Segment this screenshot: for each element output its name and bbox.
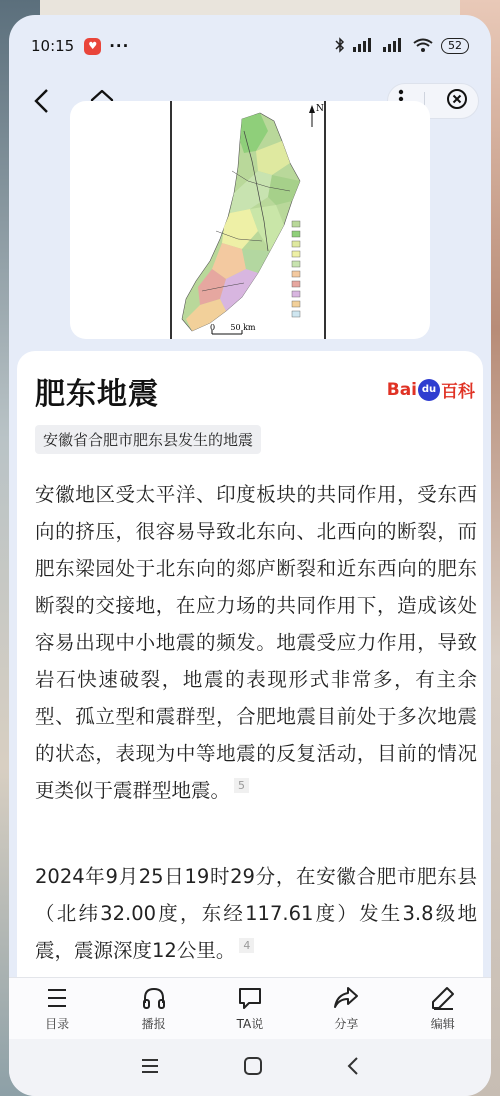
- toolbar-item-share[interactable]: [311, 985, 381, 1032]
- toolbar-item-broadcast[interactable]: [119, 985, 189, 1032]
- toolbar-item-ta-says[interactable]: [215, 985, 285, 1032]
- close-button[interactable]: [446, 88, 468, 114]
- baidu-baike-logo[interactable]: [387, 377, 475, 402]
- toolbar-item-catalog[interactable]: [22, 985, 92, 1032]
- signal-icon-2: [383, 38, 405, 55]
- app-notification-icon: ♥: [84, 38, 101, 55]
- toolbar-label-edit: 编辑: [430, 1017, 455, 1031]
- map-frame: [170, 101, 326, 339]
- map-north-label: N: [316, 104, 324, 114]
- bluetooth-icon: [335, 37, 345, 56]
- list-icon: [44, 985, 70, 1011]
- article-paragraph-1: [35, 476, 477, 809]
- phone-screen: [9, 15, 491, 1096]
- chat-bubble-icon: [237, 985, 263, 1011]
- status-bar: [9, 15, 491, 77]
- wifi-icon: [413, 38, 433, 55]
- pencil-icon: [430, 985, 456, 1011]
- reference-badge-2[interactable]: 4: [239, 938, 254, 953]
- baidu-paw-icon: du: [418, 379, 440, 401]
- close-circle-icon: [446, 88, 468, 110]
- system-menu-button[interactable]: [140, 1057, 160, 1079]
- logo-text-baike: 百科: [441, 382, 475, 402]
- geologic-map-illustration: [172, 101, 328, 339]
- bottom-toolbar: [9, 977, 491, 1039]
- signal-icon: [353, 38, 375, 55]
- share-icon: [333, 985, 359, 1011]
- reference-badge-1[interactable]: 5: [234, 778, 249, 793]
- article-subtitle: 安徽省合肥市肥东县发生的地震: [35, 425, 261, 454]
- map-scale-label: 0 50 km: [210, 323, 256, 332]
- article-card: [17, 351, 483, 991]
- status-more-dots: ···: [109, 37, 130, 55]
- map-image[interactable]: [70, 101, 430, 339]
- paragraph-2-text: 2024年9月25日19时29分，在安徽合肥市肥东县（北纬32.00度，东经117.61度）发生3.8级地震，震源深度12公里。: [35, 865, 477, 962]
- menu-icon: [140, 1057, 160, 1075]
- article-title: 肥东地震: [35, 377, 159, 412]
- status-indicators: [335, 37, 469, 56]
- toolbar-label-share: 分享: [334, 1017, 359, 1031]
- toolbar-label-ta-says: TA说: [236, 1017, 264, 1031]
- paragraph-1-text: 安徽地区受太平洋、印度板块的共同作用，受东西向的挤压，很容易导致北东向、北西向的断裂，而肥东梁园处于北东向的郯庐断裂和近东西向的肥东断裂的交接地，在应力场的共同作用下，造成该处容易出现中小地震的频发。地震受应力作用，导致岩石快速破裂，地震的表现形式非常多，有主余型、孤立型和震群型，合肥地震目前处于多次地震的状态，表现为中等地震的反复活动，目前的情况更类似于震群型地震。: [35, 483, 477, 802]
- system-navigation-bar: [9, 1039, 491, 1096]
- status-time: 10:15: [31, 37, 75, 55]
- logo-text-bai: Bai: [386, 379, 417, 400]
- back-chevron-icon: [346, 1056, 360, 1076]
- system-home-button[interactable]: [243, 1056, 263, 1080]
- system-back-button[interactable]: [346, 1056, 360, 1080]
- toolbar-label-broadcast: 播报: [141, 1017, 166, 1031]
- toolbar-label-catalog: 目录: [45, 1017, 70, 1031]
- back-button[interactable]: [21, 81, 61, 121]
- chevron-left-icon: [32, 88, 50, 114]
- square-home-icon: [243, 1056, 263, 1076]
- article-paragraph-2: [35, 858, 477, 969]
- headphones-icon: [141, 985, 167, 1011]
- battery-indicator: 52: [441, 38, 469, 54]
- toolbar-item-edit[interactable]: [408, 985, 478, 1032]
